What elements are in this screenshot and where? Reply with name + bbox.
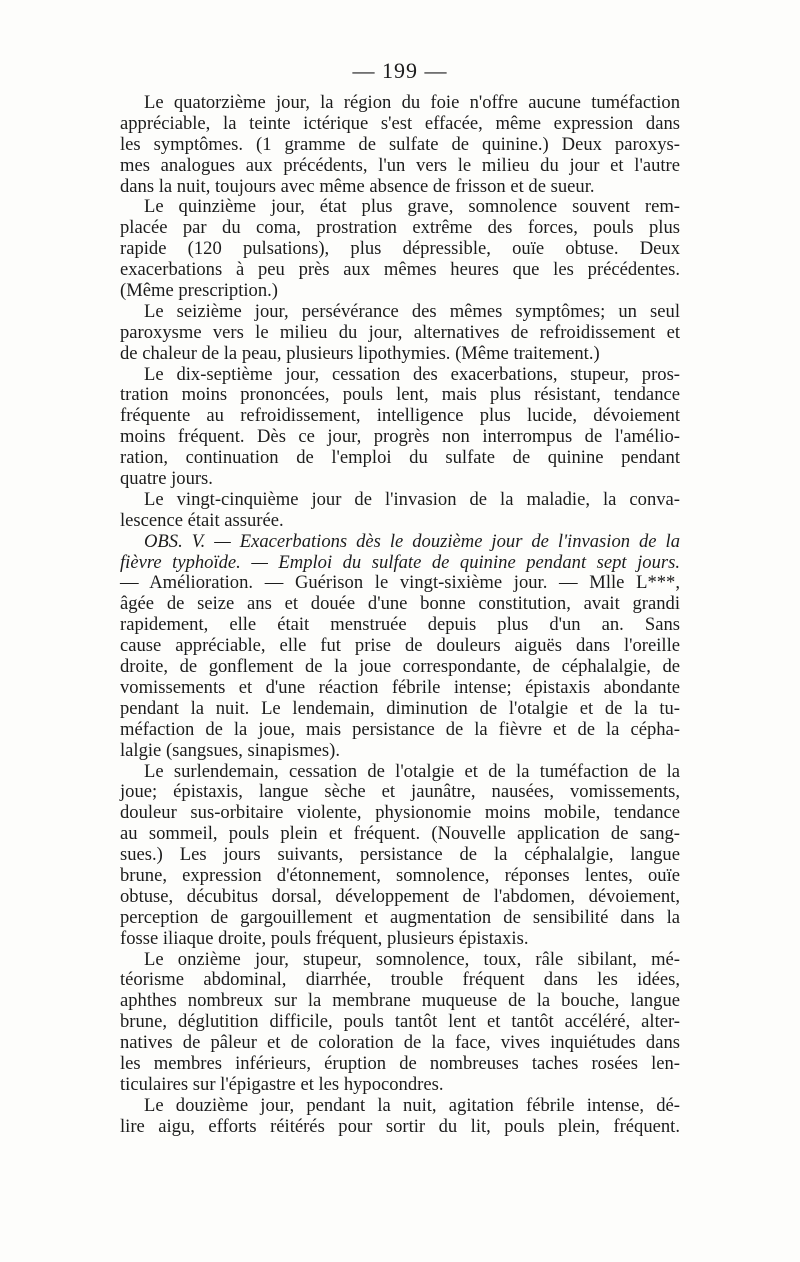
text-line: perception de gargouillement et augmentation de sensibilité dans la bbox=[120, 906, 680, 928]
observation-title-line: OBS. V. — Exacerbations dès le douzième jour de l'invasion de la bbox=[144, 530, 680, 552]
paragraph-day-11 bbox=[120, 949, 680, 1095]
paragraph-day-12 bbox=[120, 1095, 680, 1137]
paragraph-surlendemain bbox=[120, 761, 680, 949]
text-line: — Amélioration. — Guérison le vingt-sixième jour. — Mlle L***, bbox=[120, 572, 680, 594]
text-line: tration moins prononcées, pouls lent, mais plus résistant, tendance bbox=[120, 384, 680, 406]
text-line: méfaction de la joue, mais persistance de la fièvre et de la cépha- bbox=[120, 718, 680, 740]
text-line: les membres inférieurs, éruption de nombreuses taches rosées len- bbox=[120, 1052, 680, 1074]
text-line: brune, expression d'étonnement, somnolence, réponses lentes, ouïe bbox=[120, 864, 680, 886]
text-line: de chaleur de la peau, plusieurs lipothymies. (Même traitement.) bbox=[120, 342, 600, 364]
text-line: placée par du coma, prostration extrême des forces, pouls plus bbox=[120, 217, 680, 239]
text-line: vomissements et d'une réaction fébrile intense; épistaxis abondante bbox=[120, 676, 680, 698]
text-line: aphthes nombreux sur la membrane muqueuse de la bouche, langue bbox=[120, 990, 680, 1012]
text-line: Le onzième jour, stupeur, somnolence, toux, râle sibilant, mé- bbox=[144, 948, 680, 970]
observation-5 bbox=[120, 531, 680, 761]
text-line: âgée de seize ans et douée d'une bonne constitution, avait grandi bbox=[120, 593, 680, 615]
text-line: douleur sus-orbitaire violente, physionomie moins mobile, tendance bbox=[120, 802, 680, 824]
paragraph-day-14 bbox=[120, 92, 680, 196]
text-line: Le seizième jour, persévérance des mêmes symptômes; un seul bbox=[144, 300, 680, 322]
paragraph-day-25 bbox=[120, 489, 680, 531]
text-line: (Même prescription.) bbox=[120, 280, 278, 302]
text-line: ticulaires sur l'épigastre et les hypocondres. bbox=[120, 1073, 444, 1095]
text-line: Le surlendemain, cessation de l'otalgie et de la tuméfaction de la bbox=[144, 760, 680, 782]
text-line: Le douzième jour, pendant la nuit, agitation fébrile intense, dé- bbox=[144, 1094, 680, 1116]
text-line: moins fréquent. Dès ce jour, progrès non interrompus de l'amélio- bbox=[120, 426, 680, 448]
text-line: fosse iliaque droite, pouls fréquent, plusieurs épistaxis. bbox=[120, 927, 529, 949]
paragraph-day-17 bbox=[120, 364, 680, 489]
text-line: dans la nuit, toujours avec même absence de frisson et de sueur. bbox=[120, 175, 595, 197]
page-number: — 199 — bbox=[352, 58, 448, 83]
paragraph-day-15 bbox=[120, 196, 680, 300]
text-line: téorisme abdominal, diarrhée, trouble fréquent dans les idées, bbox=[120, 969, 680, 991]
text-line: pendant la nuit. Le lendemain, diminution de l'otalgie et de la tu- bbox=[120, 697, 680, 719]
text-line: mes analogues aux précédents, l'un vers le milieu du jour et l'autre bbox=[120, 154, 680, 176]
observation-title-line: fièvre typhoïde. — Emploi du sulfate de quinine pendant sept jours. bbox=[120, 551, 680, 573]
text-line: cause appréciable, elle fut prise de douleurs aiguës dans l'oreille bbox=[120, 635, 680, 657]
text-line: exacerbations à peu près aux mêmes heures que les précédentes. bbox=[120, 259, 680, 281]
text-line: Le dix-septième jour, cessation des exacerbations, stupeur, pros- bbox=[144, 363, 680, 385]
text-line: Le quinzième jour, état plus grave, somnolence souvent rem- bbox=[144, 196, 680, 218]
text-line: fréquente au refroidissement, intelligence plus lucide, dévoiement bbox=[120, 405, 680, 427]
text-line: lalgie (sangsues, sinapismes). bbox=[120, 739, 340, 761]
text-line: natives de pâleur et de coloration de la face, vives inquiétudes dans bbox=[120, 1032, 680, 1054]
text-line: joue; épistaxis, langue sèche et jaunâtre, nausées, vomissements, bbox=[120, 781, 680, 803]
text-line: rapide (120 pulsations), plus dépressible, ouïe obtuse. Deux bbox=[120, 238, 680, 260]
text-line: paroxysme vers le milieu du jour, alternatives de refroidissement et bbox=[120, 321, 680, 343]
text-line: droite, de gonflement de la joue correspondante, de céphalalgie, de bbox=[120, 656, 680, 678]
text-line: obtuse, décubitus dorsal, développement de l'abdomen, dévoiement, bbox=[120, 885, 680, 907]
text-line: brune, déglutition difficile, pouls tantôt lent et tantôt accéléré, alter- bbox=[120, 1011, 680, 1033]
text-line: lescence était assurée. bbox=[120, 509, 284, 531]
paragraph-day-16 bbox=[120, 301, 680, 364]
text-line: les symptômes. (1 gramme de sulfate de quinine.) Deux paroxys- bbox=[120, 133, 680, 155]
text-line: rapidement, elle était menstruée depuis plus d'un an. Sans bbox=[120, 614, 680, 636]
body-text bbox=[120, 92, 680, 1137]
text-line: quatre jours. bbox=[120, 468, 213, 490]
text-line: sues.) Les jours suivants, persistance de la céphalalgie, langue bbox=[120, 844, 680, 866]
text-line: Le vingt-cinquième jour de l'invasion de la maladie, la conva- bbox=[144, 488, 680, 510]
text-line: lire aigu, efforts réitérés pour sortir du lit, pouls plein, fréquent. bbox=[120, 1115, 680, 1137]
text-line: appréciable, la teinte ictérique s'est effacée, même expression dans bbox=[120, 112, 680, 134]
text-line: Le quatorzième jour, la région du foie n'offre aucune tuméfaction bbox=[144, 92, 680, 113]
text-line: au sommeil, pouls plein et fréquent. (Nouvelle application de sang- bbox=[120, 823, 680, 845]
text-line: ration, continuation de l'emploi du sulfate de quinine pendant bbox=[120, 447, 680, 469]
